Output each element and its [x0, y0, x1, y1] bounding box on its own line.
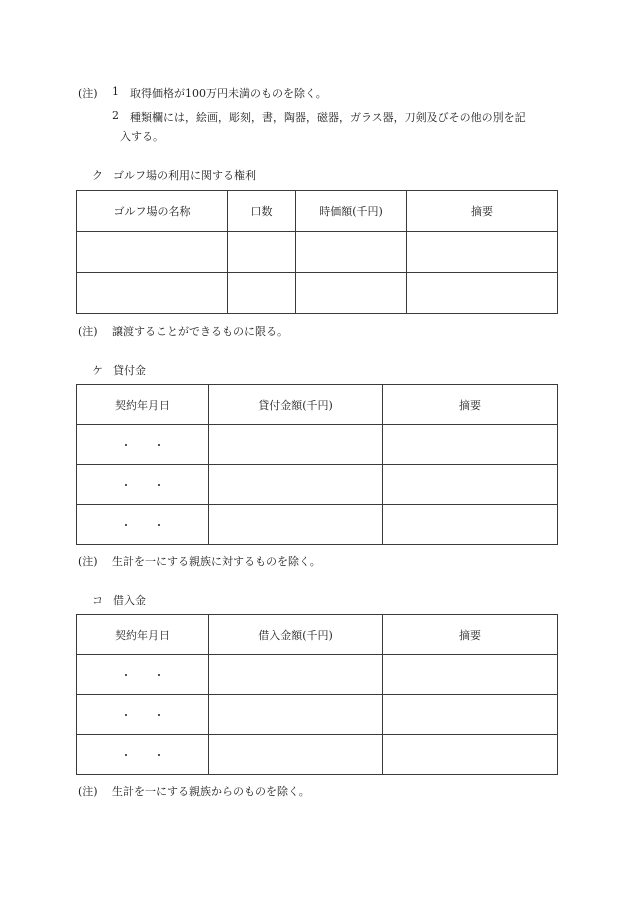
column-header: 口数 — [228, 191, 296, 232]
column-header: 摘要 — [407, 191, 558, 232]
golf-section-title: ゴルフ場の利用に関する権利 — [113, 169, 256, 182]
loan-amount-cell[interactable] — [209, 505, 383, 545]
date-separator: ・ — [120, 518, 132, 532]
date-separator: ・ — [120, 748, 132, 762]
market-value-cell[interactable] — [296, 232, 407, 273]
market-value-cell[interactable] — [296, 273, 407, 314]
table-row — [77, 273, 558, 314]
golf-rights-table — [76, 190, 558, 314]
loans-receivable-table — [76, 384, 558, 545]
loans-out-section-marker: ケ — [92, 364, 103, 377]
table-row — [77, 465, 558, 505]
golf-note-text: 譲渡することができるものに限る。 — [112, 325, 288, 338]
note-2-text-line2: 入する。 — [120, 130, 164, 143]
column-header: 摘要 — [383, 385, 558, 425]
column-header: 時価額(千円) — [296, 191, 407, 232]
remarks-cell[interactable] — [383, 505, 558, 545]
units-cell[interactable] — [228, 273, 296, 314]
contract-date-cell[interactable] — [77, 425, 209, 465]
golf-section-marker: ク — [92, 169, 103, 182]
note-2-text-line1: 種類欄には，絵画，彫刻，書，陶器，磁器，ガラス器，刀剣及びその他の別を記 — [130, 111, 526, 124]
date-separator: ・ — [120, 438, 132, 452]
column-header: 契約年月日 — [77, 615, 209, 655]
golf-course-name-cell[interactable] — [77, 232, 228, 273]
contract-date-cell[interactable] — [77, 735, 209, 775]
loans-in-note-label: (注) — [78, 785, 98, 798]
borrowing-amount-cell[interactable] — [209, 655, 383, 695]
remarks-cell[interactable] — [407, 232, 558, 273]
table-header-row — [77, 615, 558, 655]
table-row — [77, 425, 558, 465]
table-header-row — [77, 385, 558, 425]
table-header-row — [77, 191, 558, 232]
date-separator: ・ — [153, 438, 165, 452]
date-separator: ・ — [153, 748, 165, 762]
date-separator: ・ — [153, 708, 165, 722]
note-label: (注) — [78, 87, 98, 100]
date-separator: ・ — [153, 478, 165, 492]
note-1-number: 1 — [112, 85, 119, 98]
date-separator: ・ — [120, 478, 132, 492]
loans-out-note-label: (注) — [78, 555, 98, 568]
loans-out-note-text: 生計を一にする親族に対するものを除く。 — [112, 555, 321, 568]
table-row — [77, 735, 558, 775]
remarks-cell[interactable] — [383, 655, 558, 695]
units-cell[interactable] — [228, 232, 296, 273]
borrowing-amount-cell[interactable] — [209, 735, 383, 775]
column-header: 契約年月日 — [77, 385, 209, 425]
column-header: ゴルフ場の名称 — [77, 191, 228, 232]
remarks-cell[interactable] — [383, 425, 558, 465]
contract-date-cell[interactable] — [77, 655, 209, 695]
contract-date-cell[interactable] — [77, 505, 209, 545]
loans-out-section-title: 貸付金 — [113, 364, 146, 377]
borrowing-amount-cell[interactable] — [209, 695, 383, 735]
table-row — [77, 232, 558, 273]
remarks-cell[interactable] — [383, 465, 558, 505]
contract-date-cell[interactable] — [77, 465, 209, 505]
loan-amount-cell[interactable] — [209, 425, 383, 465]
loans-in-section-marker: コ — [92, 594, 103, 607]
loans-in-note-text: 生計を一にする親族からのものを除く。 — [112, 785, 310, 798]
table-row — [77, 695, 558, 735]
remarks-cell[interactable] — [383, 735, 558, 775]
date-separator: ・ — [120, 708, 132, 722]
date-separator: ・ — [120, 668, 132, 682]
remarks-cell[interactable] — [383, 695, 558, 735]
date-separator: ・ — [153, 518, 165, 532]
table-row — [77, 655, 558, 695]
golf-course-name-cell[interactable] — [77, 273, 228, 314]
loan-amount-cell[interactable] — [209, 465, 383, 505]
column-header: 貸付金額(千円) — [209, 385, 383, 425]
date-separator: ・ — [153, 668, 165, 682]
borrowings-table — [76, 614, 558, 775]
loans-in-section-title: 借入金 — [113, 594, 146, 607]
column-header: 摘要 — [383, 615, 558, 655]
column-header: 借入金額(千円) — [209, 615, 383, 655]
note-1-text: 取得価格が100万円未満のものを除く。 — [130, 87, 327, 100]
contract-date-cell[interactable] — [77, 695, 209, 735]
remarks-cell[interactable] — [407, 273, 558, 314]
note-2-number: 2 — [112, 109, 119, 122]
golf-note-label: (注) — [78, 325, 98, 338]
table-row — [77, 505, 558, 545]
